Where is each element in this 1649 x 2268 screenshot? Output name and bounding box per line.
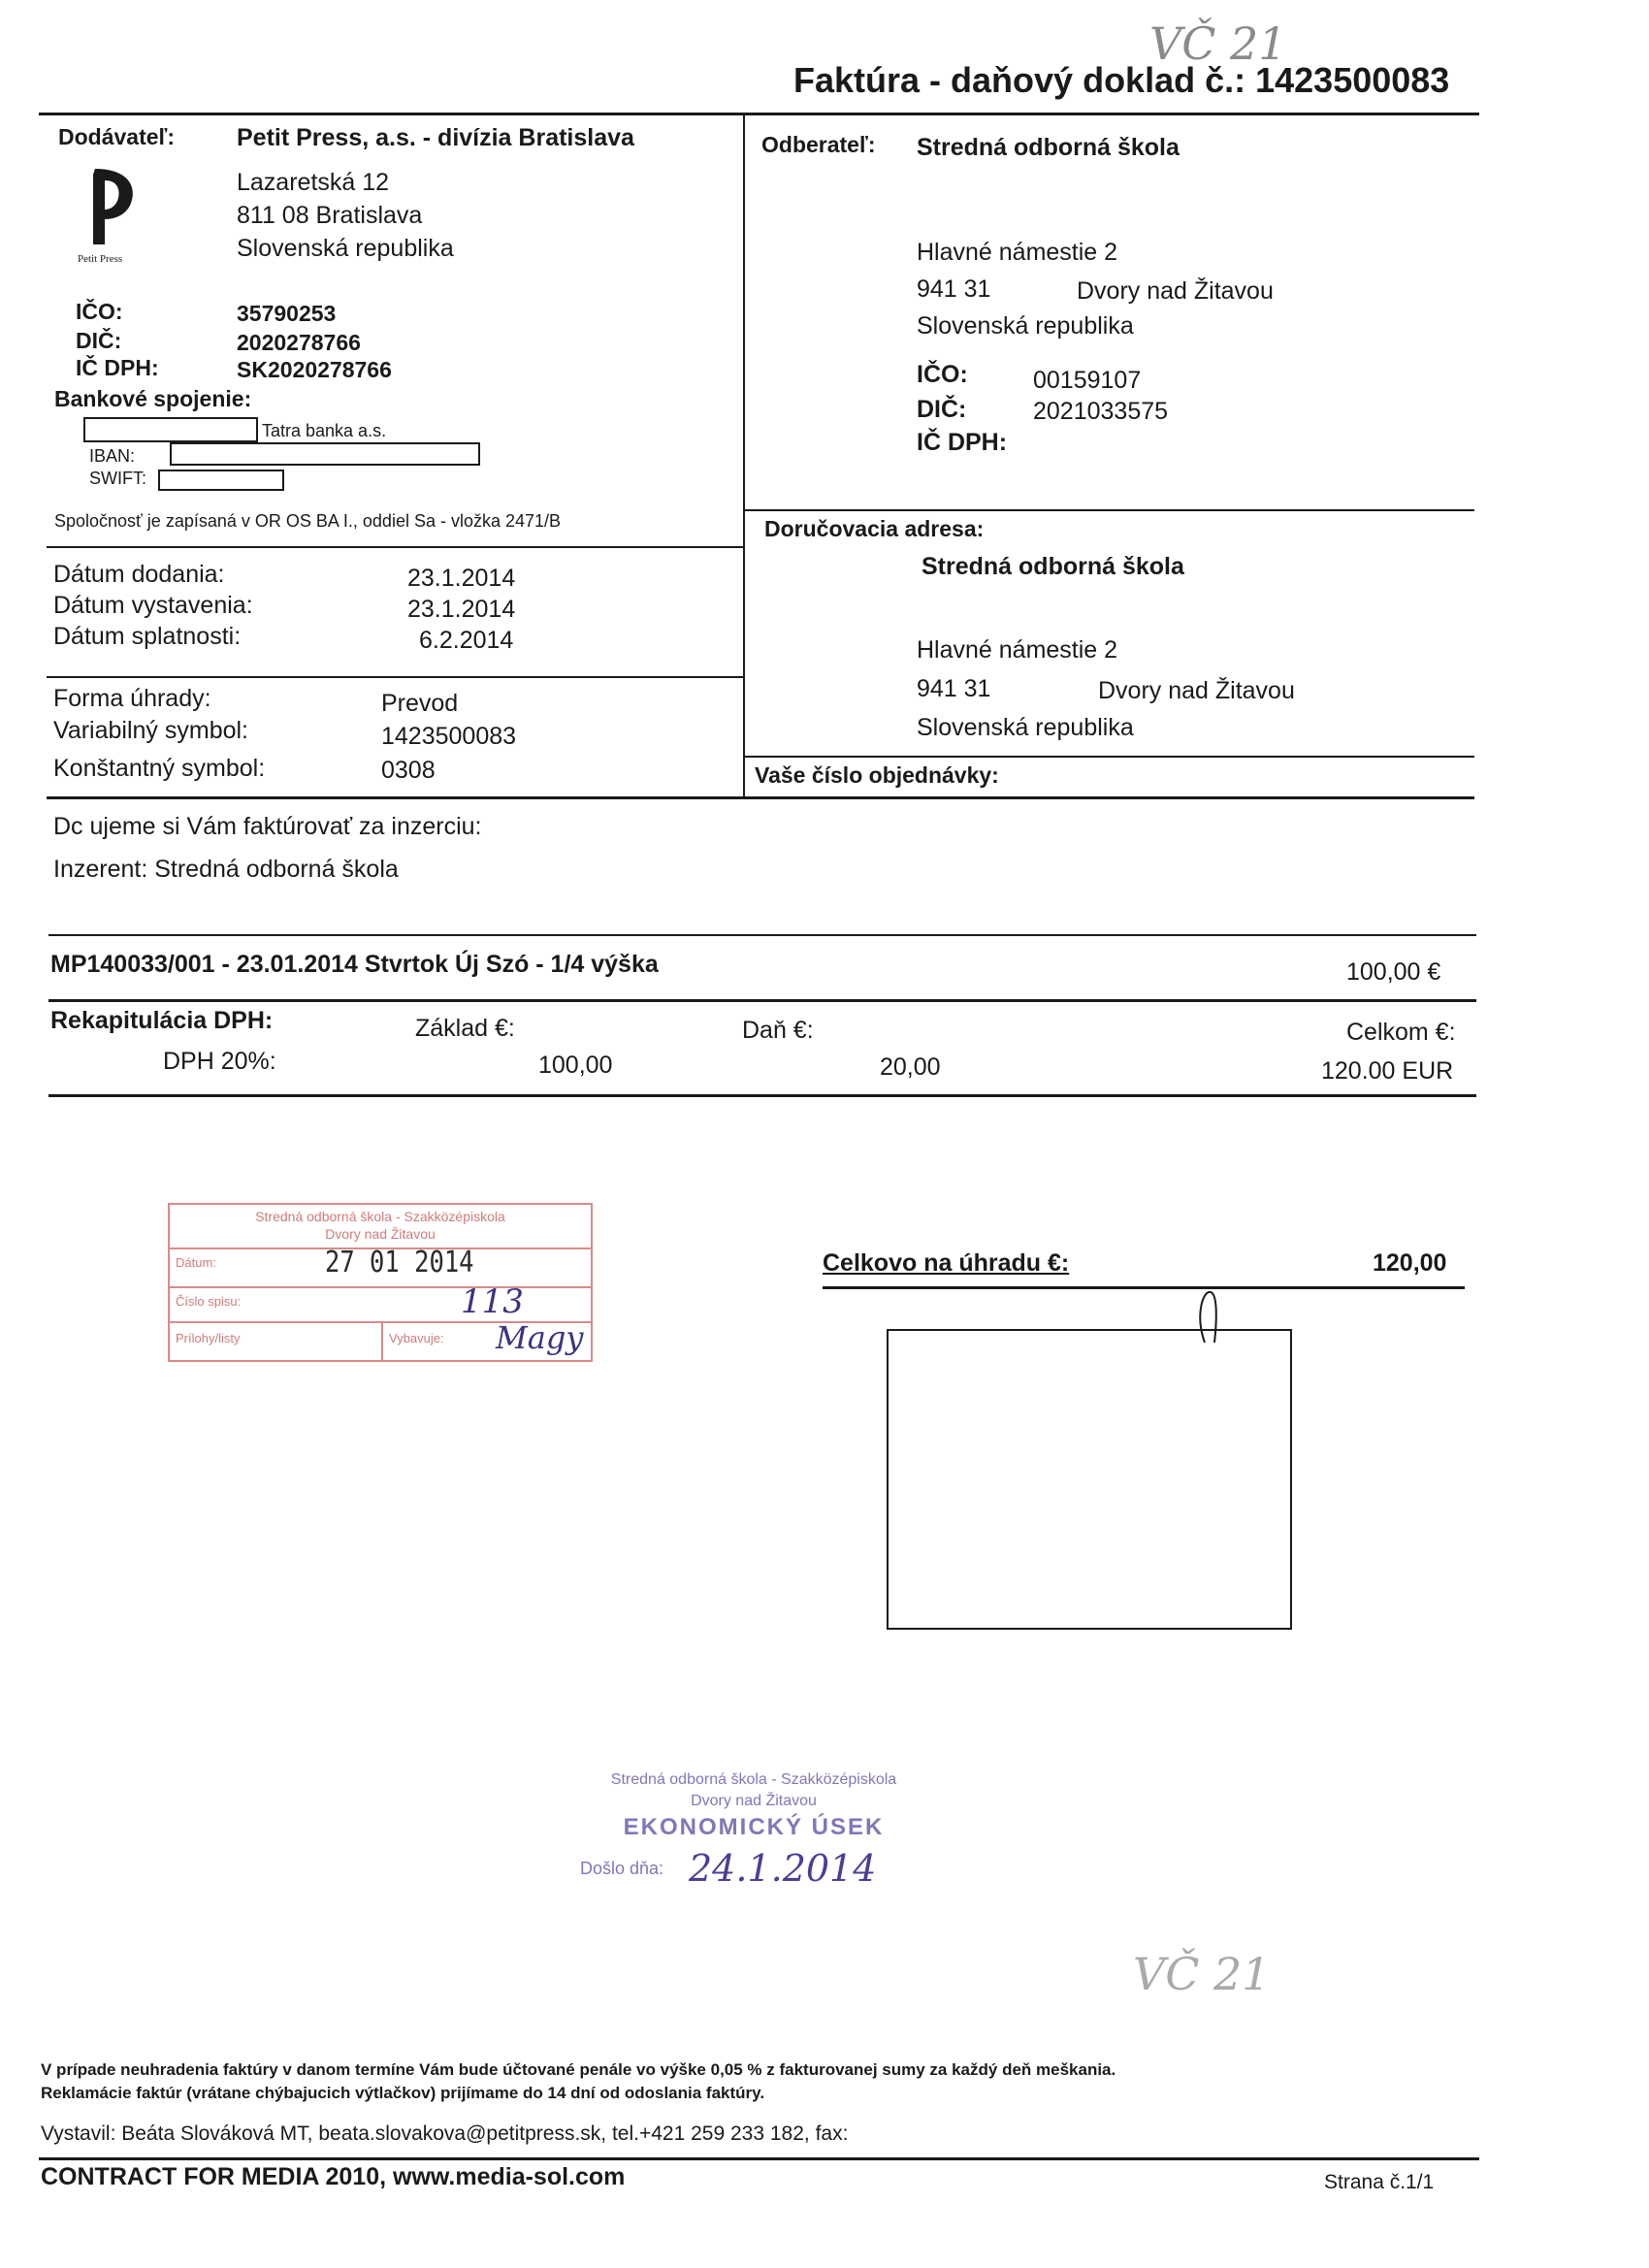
delivery-date: 23.1.2014 (407, 565, 516, 592)
receipt-stamp-date-label: Došlo dňa: (580, 1859, 664, 1878)
order-number-label: Vaše číslo objednávky: (755, 762, 999, 788)
supplier-rule (47, 546, 743, 548)
total-due-label: Celkovo na úhradu €: (823, 1249, 1070, 1277)
due-date-label: Dátum splatnosti: (53, 623, 242, 650)
petit-press-logo-icon (76, 165, 142, 248)
supplier-icdph-label: IČ DPH: (76, 355, 159, 380)
vat-recap-label: Rekapitulácia DPH: (50, 1007, 274, 1034)
contract-footer: CONTRACT FOR MEDIA 2010, www.media-sol.com (41, 2163, 626, 2190)
constant-symbol: 0308 (381, 757, 436, 784)
receipt-stamp-line1: Stredná odborná škola - Szakközépiskola (610, 1771, 897, 1788)
issue-date-label: Dátum vystavenia: (53, 592, 253, 619)
receipt-stamp-date: 24.1.2014 (689, 1847, 877, 1890)
item-bottom-rule (48, 999, 1476, 1002)
vat-tax: 20,00 (880, 1053, 941, 1081)
iban-label: IBAN: (89, 446, 136, 466)
stamp-handler-label: Vybavuje: (389, 1331, 444, 1345)
invoice-intro: Dc ujeme si Vám faktúrovať za inzerciu: (53, 813, 482, 840)
supplier-name: Petit Press, a.s. - divízia Bratislava (237, 124, 634, 151)
delivery-rule (743, 756, 1474, 758)
customer-country: Slovenská republika (917, 312, 1134, 340)
item-amount: 100,00 € (1346, 958, 1441, 986)
customer-rule (743, 509, 1474, 511)
signature-scribble (1185, 1286, 1234, 1349)
delivery-city: Dvory nad Žitavou (1098, 677, 1295, 704)
vat-tax-label: Daň €: (742, 1017, 814, 1044)
customer-street: Hlavné námestie 2 (917, 239, 1118, 266)
variable-symbol-label: Variabilný symbol: (53, 717, 249, 744)
supplier-city: 811 08 Bratislava (237, 202, 423, 229)
item-top-rule (48, 934, 1476, 936)
delivery-address-label: Doručovacia adresa: (764, 516, 985, 541)
dates-rule (47, 676, 743, 678)
signature-box (887, 1329, 1292, 1630)
handwritten-note-top: VČ 21 (1149, 17, 1287, 70)
advertiser: Inzerent: Stredná odborná škola (53, 856, 399, 883)
company-register-note: Spoločnosť je zapísaná v OR OS BA I., oddiel Sa - vložka 2471/B (54, 511, 562, 531)
item-description: MP140033/001 - 23.01.2014 Stvrtok Új Szó - 1/4 výška (50, 951, 659, 978)
stamp-rule-2 (170, 1286, 591, 1288)
vat-bottom-rule (48, 1094, 1476, 1097)
payment-form: Prevod (381, 690, 459, 717)
penalty-note: V prípade neuhradenia faktúry v danom termíne Vám bude účtované penále vo výške 0,05 % z fakturovanej sumy za každý deň meškania. (41, 2060, 1116, 2079)
supplier-logo (76, 165, 142, 253)
supplier-ico-label: IČO: (76, 299, 123, 324)
customer-name: Stredná odborná škola (917, 134, 1180, 161)
supplier-dic-label: DIČ: (76, 328, 122, 353)
column-divider (743, 113, 745, 796)
header-bottom-rule (47, 796, 1474, 799)
customer-label: Odberateľ: (761, 132, 876, 157)
variable-symbol: 1423500083 (381, 723, 517, 750)
swift-field (158, 470, 284, 491)
vat-total-label: Celkom €: (1346, 1019, 1456, 1046)
invoice-title: Faktúra - daňový doklad č.: 1423500083 (793, 60, 1450, 100)
vat-base-label: Základ €: (415, 1015, 515, 1042)
delivery-date-label: Dátum dodania: (53, 561, 225, 588)
delivery-country: Slovenská republika (917, 714, 1134, 741)
stamp-ref-label: Číslo spisu: (176, 1294, 242, 1309)
delivery-street: Hlavné námestie 2 (917, 636, 1118, 664)
vat-base: 100,00 (538, 1052, 613, 1079)
customer-icdph-label: IČ DPH: (917, 429, 1008, 456)
stamp-school-name: Stredná odborná škola - Szakközépiskola (255, 1209, 505, 1224)
supplier-ico: 35790253 (237, 301, 337, 326)
stamp-school-town: Dvory nad Žitavou (325, 1226, 436, 1242)
stamp-divider (381, 1321, 383, 1360)
customer-city: Dvory nad Žitavou (1077, 277, 1274, 305)
bank-account-field (83, 417, 258, 442)
supplier-country: Slovenská republika (237, 235, 454, 262)
receipt-stamp-line2: Dvory nad Žitavou (691, 1793, 817, 1809)
complaints-note: Reklamácie faktúr (vrátane chýbajucich výtlačkov) prijímame do 14 dní od odoslania faktúry. (41, 2084, 765, 2102)
supplier-icdph: SK2020278766 (237, 357, 392, 382)
total-due-rule (823, 1286, 1465, 1289)
iban-field (170, 442, 480, 466)
payment-form-label: Forma úhrady: (53, 685, 211, 712)
stamp-date: 27 01 2014 (325, 1246, 474, 1280)
bank-name: Tatra banka a.s. (262, 421, 387, 440)
receipt-stamp-dept: EKONOMICKÝ ÚSEK (623, 1814, 885, 1840)
supplier-street: Lazaretská 12 (237, 169, 390, 196)
stamp-handler: Magy (496, 1319, 584, 1356)
customer-ico-label: IČO: (917, 361, 968, 388)
vat-rate-label: DPH 20%: (163, 1048, 276, 1075)
delivery-zip: 941 31 (917, 675, 991, 702)
delivery-name: Stredná odborná škola (922, 553, 1184, 580)
title-rule (39, 113, 1479, 115)
issue-date: 23.1.2014 (407, 596, 516, 623)
swift-label: SWIFT: (89, 469, 146, 488)
customer-dic: 2021033575 (1033, 398, 1169, 425)
registry-stamp (168, 1203, 593, 1362)
stamp-date-label: Dátum: (176, 1255, 216, 1270)
stamp-attachments-label: Prílohy/listy (176, 1331, 241, 1345)
issued-by: Vystavil: Beáta Slováková MT, beata.slovakova@petitpress.sk, tel.+421 259 233 182, fax: (41, 2122, 849, 2145)
total-due-value: 120,00 (1373, 1249, 1447, 1277)
supplier-dic: 2020278766 (237, 330, 361, 355)
handwritten-note-bottom: VČ 21 (1133, 1948, 1271, 2000)
due-date: 6.2.2014 (419, 627, 514, 654)
customer-ico: 00159107 (1033, 367, 1142, 394)
bank-label: Bankové spojenie: (54, 386, 252, 411)
customer-dic-label: DIČ: (917, 396, 967, 423)
vat-total: 120.00 EUR (1321, 1057, 1454, 1085)
page-number: Strana č.1/1 (1324, 2171, 1435, 2193)
customer-zip: 941 31 (917, 275, 991, 303)
footer-rule (39, 2157, 1479, 2160)
constant-symbol-label: Konštantný symbol: (53, 755, 266, 782)
supplier-logo-text: Petit Press (78, 253, 123, 265)
stamp-ref: 113 (461, 1282, 524, 1321)
supplier-label: Dodávateľ: (58, 124, 176, 149)
